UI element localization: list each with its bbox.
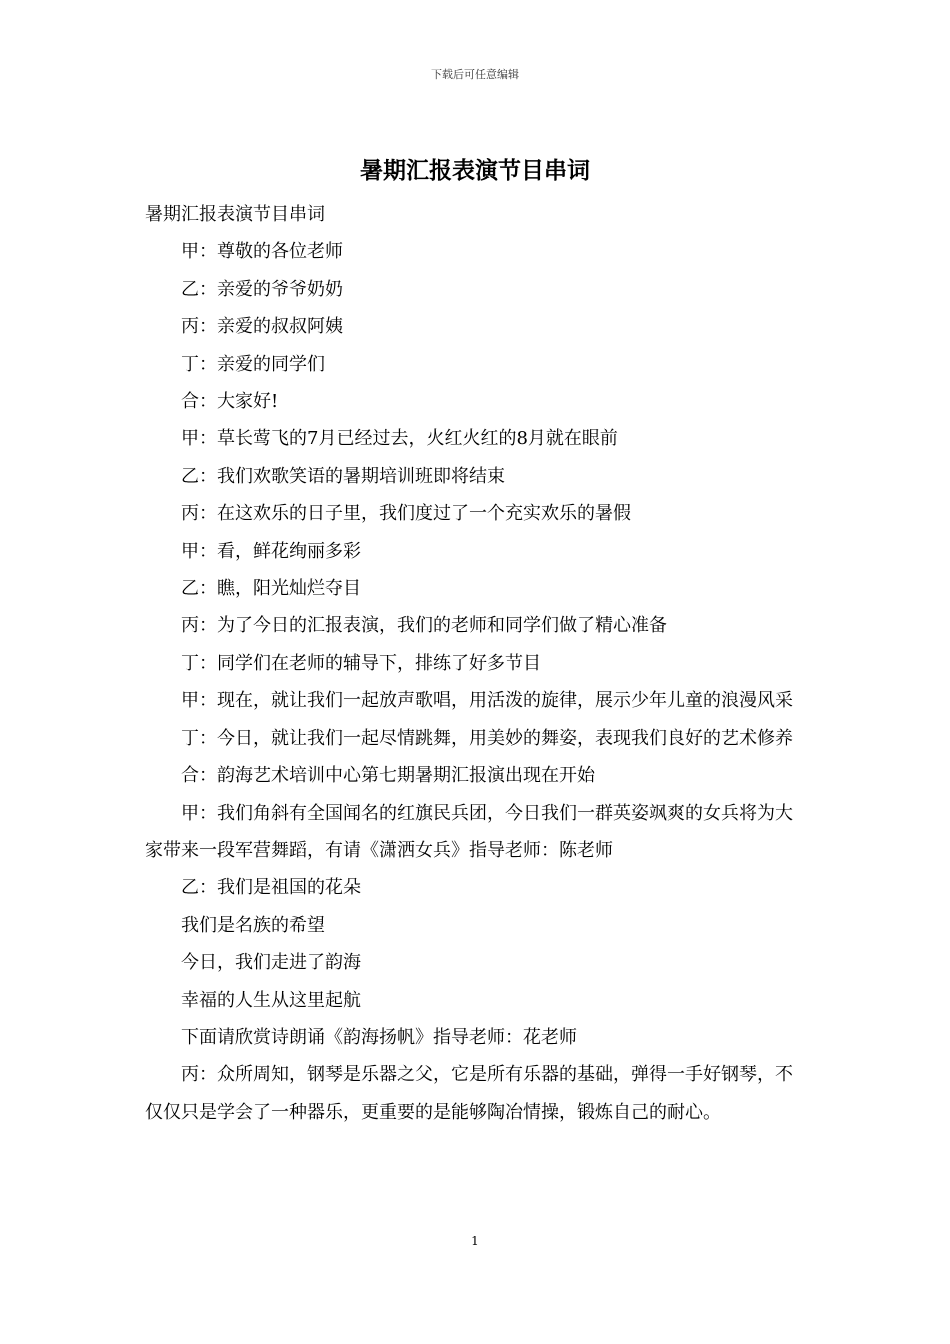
paragraph: 丁：今日，就让我们一起尽情跳舞，用美妙的舞姿，表现我们良好的艺术修养	[145, 727, 793, 749]
paragraph: 合：大家好!	[145, 391, 279, 413]
paragraph: 下面请欣赏诗朗诵《韵海扬帆》指导老师：花老师	[145, 1026, 577, 1048]
paragraph: 丙：为了今日的汇报表演，我们的老师和同学们做了精心准备	[145, 615, 667, 637]
document-body	[145, 196, 809, 1131]
paragraph: 幸福的人生从这里起航	[145, 989, 361, 1011]
paragraph: 乙：亲爱的爷爷奶奶	[145, 278, 343, 300]
paragraph: 丁：亲爱的同学们	[145, 353, 325, 375]
paragraph: 暑期汇报表演节目串词	[145, 204, 325, 225]
paragraph: 丁：同学们在老师的辅导下，排练了好多节目	[145, 652, 541, 674]
paragraph: 今日，我们走进了韵海	[145, 952, 361, 974]
paragraph: 甲：看，鲜花绚丽多彩	[145, 540, 361, 562]
paragraph: 甲：我们角斜有全国闻名的红旗民兵团，今日我们一群英姿飒爽的女兵将为大家带来一段军营舞蹈，有请《潇洒女兵》指导老师：陈老师	[145, 802, 793, 861]
paragraph: 乙：我们是祖国的花朵	[145, 877, 361, 899]
paragraph: 我们是名族的希望	[145, 914, 325, 936]
page-number: 1	[471, 1234, 479, 1248]
paragraph: 丙：在这欢乐的日子里，我们度过了一个充实欢乐的暑假	[145, 503, 631, 525]
page-header-note: 下载后可任意编辑	[431, 68, 519, 81]
paragraph: 合：韵海艺术培训中心第七期暑期汇报演出现在开始	[145, 765, 595, 787]
paragraph: 乙：瞧，阳光灿烂夺目	[145, 578, 361, 600]
paragraph: 甲：草长莺飞的7月已经过去，火红火红的8月就在眼前	[145, 428, 618, 450]
document-title: 暑期汇报表演节目串词	[360, 157, 590, 184]
paragraph: 甲：现在，就让我们一起放声歌唱，用活泼的旋律，展示少年儿童的浪漫风采	[145, 690, 793, 712]
paragraph: 丙：众所周知，钢琴是乐器之父，它是所有乐器的基础，弹得一手好钢琴，不仅仅只是学会了一种器乐，更重要的是能够陶冶情操，锻炼自己的耐心。	[145, 1064, 793, 1123]
paragraph: 甲：尊敬的各位老师	[145, 241, 343, 263]
paragraph: 丙：亲爱的叔叔阿姨	[145, 316, 343, 338]
paragraph: 乙：我们欢歌笑语的暑期培训班即将结束	[145, 465, 505, 487]
